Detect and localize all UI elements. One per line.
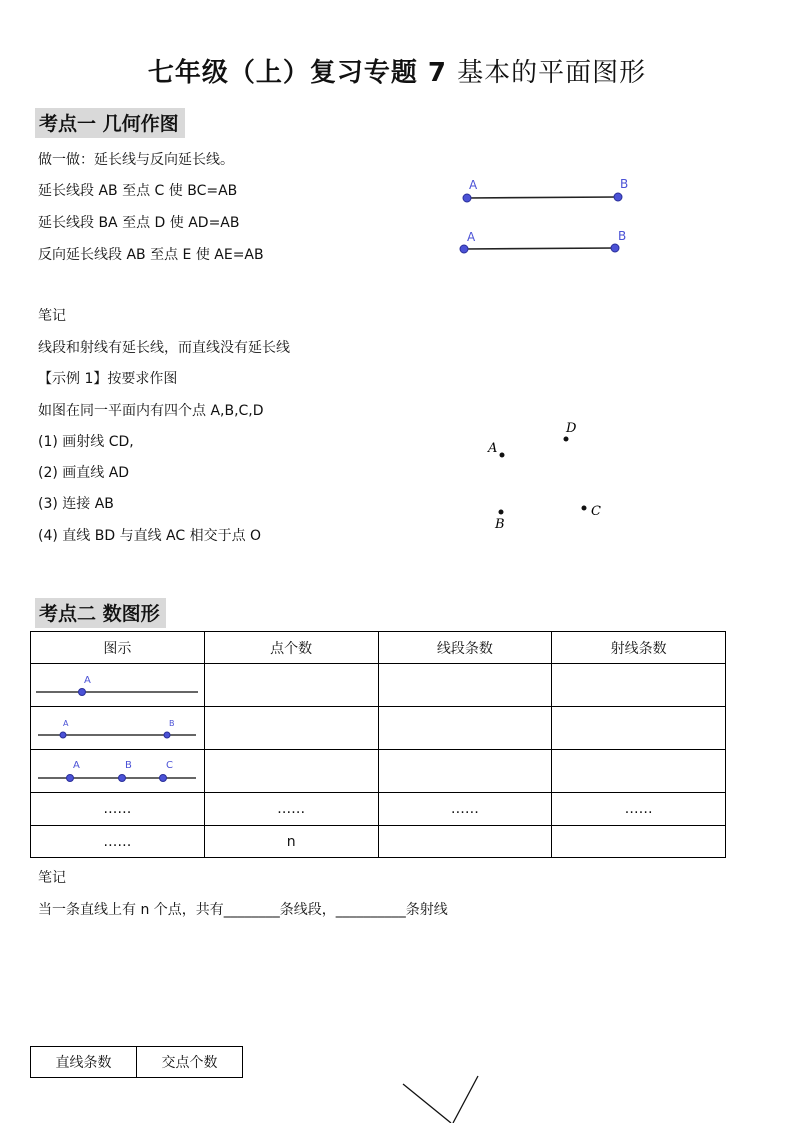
intersecting-lines-figure [395, 1070, 490, 1123]
point-a-label: A [488, 441, 498, 456]
fig3-label-a: A [73, 760, 81, 771]
segment-figures [455, 170, 635, 265]
point-b-label: B [495, 517, 505, 532]
task-2: 延长线段 BA 至点 D 使 AD=AB [38, 215, 240, 231]
section-heading-1: 考点一 几何作图 [35, 108, 185, 138]
segment-1-label-a: A [469, 178, 478, 192]
segment-2-point-a [460, 245, 468, 253]
figure-two-points [31, 707, 205, 750]
fig3-label-b: B [125, 760, 133, 771]
header-figure: 图示 [31, 632, 205, 664]
table-row [31, 826, 726, 858]
task-3: 反向延长线段 AB 至点 E 使 AE=AB [38, 247, 264, 263]
table-header-row [31, 632, 726, 664]
step-2: (2) 画直线 AD [38, 465, 130, 481]
note-label-1: 笔记 [38, 308, 66, 324]
header-rays: 射线条数 [552, 632, 726, 664]
table-row [31, 707, 726, 750]
ellipsis-cell: …… [204, 793, 378, 826]
ellipsis-cell: …… [552, 793, 726, 826]
example-label: 【示例 1】按要求作图 [38, 371, 178, 387]
fig2-label-a: A [63, 719, 69, 728]
segment-2-label-b: B [618, 229, 627, 243]
example-desc: 如图在同一平面内有四个点 A,B,C,D [38, 403, 264, 419]
four-points-figure [480, 415, 610, 535]
point-d [564, 437, 569, 442]
page-title [0, 52, 794, 89]
note-text-1: 线段和射线有延长线，而直线没有延长线 [38, 340, 290, 356]
point-b [499, 510, 504, 515]
segment-1-point-a [463, 194, 471, 202]
header-segments: 线段条数 [378, 632, 552, 664]
figure-one-point [31, 664, 205, 707]
intro-text: 做一做：延长线与反向延长线。 [38, 152, 234, 168]
n-points-cell: n [204, 826, 378, 858]
ellipsis-cell: …… [31, 793, 205, 826]
header-points: 点个数 [204, 632, 378, 664]
note-text-2: 当一条直线上有 n 个点，共有________条线段，__________条射线 [38, 902, 448, 918]
step-3: (3) 连接 AB [38, 496, 114, 512]
point-d-label: D [566, 421, 577, 436]
segment-1-point-b [614, 193, 622, 201]
fig1-label-a: A [84, 675, 92, 686]
step-1: (1) 画射线 CD, [38, 434, 134, 450]
title-sub: 基本的平面图形 [457, 58, 647, 88]
header-line-count: 直线条数 [31, 1047, 137, 1078]
point-a [500, 453, 505, 458]
table-row [31, 793, 726, 826]
count-figures-table [30, 631, 726, 858]
title-main: 七年级（上）复习专题 7 [147, 58, 448, 88]
ellipsis-cell: …… [31, 826, 205, 858]
segment-1-label-b: B [620, 177, 629, 191]
note-label-2: 笔记 [38, 870, 66, 886]
fig3-label-c: C [166, 760, 174, 771]
point-c-label: C [591, 504, 601, 519]
point-c [582, 506, 587, 511]
lines-intersections-table [30, 1046, 243, 1078]
ellipsis-cell: …… [378, 793, 552, 826]
segment-2-point-b [611, 244, 619, 252]
figure-three-points [31, 750, 205, 793]
segment-2 [464, 248, 615, 249]
step-4: (4) 直线 BD 与直线 AC 相交于点 O [38, 528, 262, 544]
table-row [31, 750, 726, 793]
table-row [31, 664, 726, 707]
fig2-label-b: B [169, 719, 175, 728]
segment-2-label-a: A [467, 230, 476, 244]
header-intersection-count: 交点个数 [137, 1047, 243, 1078]
segment-1 [467, 197, 618, 198]
section-heading-2: 考点二 数图形 [35, 598, 166, 628]
task-1: 延长线段 AB 至点 C 使 BC=AB [38, 183, 238, 199]
